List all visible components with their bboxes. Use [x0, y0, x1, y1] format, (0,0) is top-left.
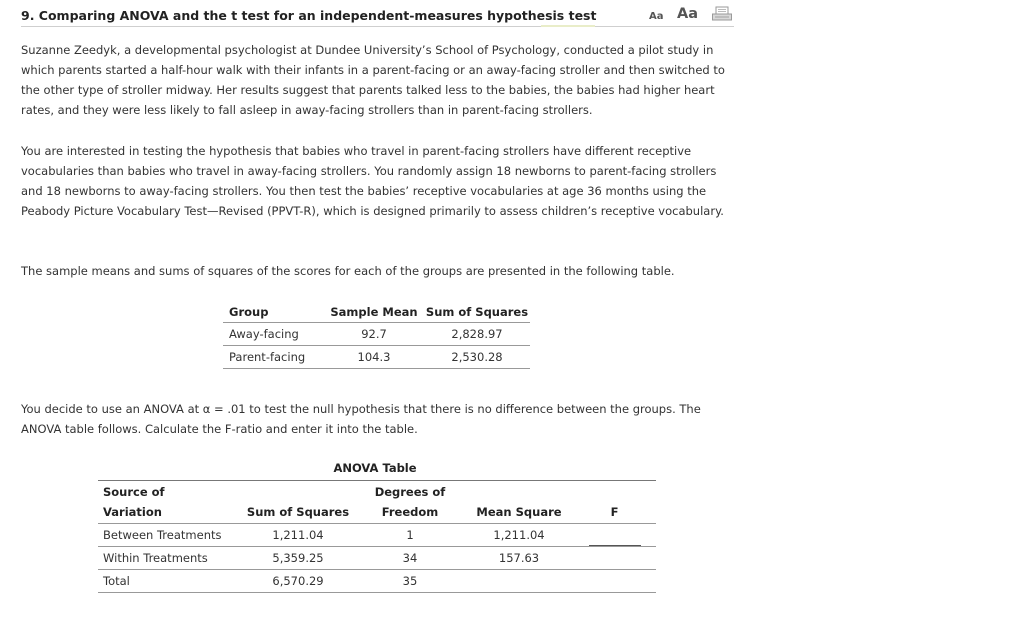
- sum-of-squares-cell: 6,570.29: [241, 570, 355, 593]
- degrees-of-freedom-cell: 35: [355, 570, 465, 593]
- source-cell: Within Treatments: [98, 547, 241, 570]
- f-cell: [573, 570, 656, 593]
- sample-mean-cell: 104.3: [324, 346, 424, 369]
- table-header-row: [223, 301, 530, 323]
- group-cell: Parent-facing: [223, 346, 324, 369]
- question-header: [21, 4, 734, 27]
- sample-means-table: [223, 301, 530, 369]
- f-ratio-input[interactable]: [589, 529, 641, 546]
- sum-of-squares-cell: 5,359.25: [241, 547, 355, 570]
- anova-table-title: ANOVA Table: [333, 461, 417, 475]
- source-header-line1: Source of: [103, 485, 165, 499]
- hypothesis-paragraph: You are interested in testing the hypothesis that babies who travel in parent-facing strollers have different receptive vocabularies than babies who travel in away-facing strollers. You randomly assign 18 newborns to parent-facing strollers and 18 newborns to away-facing strollers. You then test the babies’ receptive vocabularies at age 36 months using the Peabody Picture Vocabulary Test—Revised (PPVT-R), which is designed primarily to assess children’s receptive vocabulary.: [21, 144, 724, 218]
- source-cell: Total: [98, 570, 241, 593]
- question-title: 9. Comparing ANOVA and the t test for an independent-measures hypothesis test: [21, 8, 597, 23]
- column-header-source: [98, 481, 241, 524]
- anova-table: [98, 480, 656, 593]
- anova-instruction-paragraph: You decide to use an ANOVA at α = .01 to test the null hypothesis that there is no difference between the groups. The ANOVA table follows. Calculate the F-ratio and enter it into the table.: [21, 402, 701, 436]
- table-intro-paragraph: The sample means and sums of squares of the scores for each of the groups are presented in the following table.: [21, 264, 675, 278]
- decrease-font-button[interactable]: Aa: [649, 11, 664, 22]
- sample-mean-cell: 92.7: [324, 323, 424, 346]
- increase-font-button[interactable]: Aa: [677, 6, 699, 22]
- degrees-of-freedom-cell: 1: [355, 524, 465, 547]
- column-header-f: F: [573, 481, 656, 524]
- column-header-degrees-of-freedom: [355, 481, 465, 524]
- mean-square-cell: [465, 570, 573, 593]
- f-cell: [573, 524, 656, 547]
- intro-paragraph: Suzanne Zeedyk, a developmental psychologist at Dundee University’s School of Psychology, conducted a pilot study in which parents started a half-hour walk with their infants in a parent-facing or an away-facing stroller and then switched to the other type of stroller midway. Her results suggest that parents talked less to the babies, the babies had higher heart rates, and they were less likely to fall asleep in away-facing strollers than in parent-facing strollers.: [21, 43, 725, 117]
- f-cell: [573, 547, 656, 570]
- table-row: [98, 547, 656, 570]
- column-header-sum-of-squares: Sum of Squares: [241, 481, 355, 524]
- table-row: [98, 570, 656, 593]
- table-header-row: [98, 481, 656, 524]
- table-row: [223, 323, 530, 346]
- degrees-of-freedom-cell: 34: [355, 547, 465, 570]
- column-header-sample-mean: Sample Mean: [324, 301, 424, 323]
- source-cell: Between Treatments: [98, 524, 241, 547]
- column-header-mean-square: Mean Square: [465, 481, 573, 524]
- column-header-sum-of-squares: Sum of Squares: [424, 301, 530, 323]
- mean-square-cell: 1,211.04: [465, 524, 573, 547]
- header-accent: [541, 25, 595, 27]
- df-header-line1: Degrees of: [374, 485, 446, 499]
- sum-of-squares-cell: 2,530.28: [424, 346, 530, 369]
- group-cell: Away-facing: [223, 323, 324, 346]
- mean-square-cell: 157.63: [465, 547, 573, 570]
- table-row: [223, 346, 530, 369]
- sum-of-squares-cell: 1,211.04: [241, 524, 355, 547]
- table-row: [98, 524, 656, 547]
- print-icon[interactable]: [711, 6, 733, 22]
- source-header-line2: Variation: [103, 505, 162, 519]
- df-header-line2: Freedom: [381, 505, 439, 519]
- column-header-group: Group: [223, 301, 324, 323]
- sum-of-squares-cell: 2,828.97: [424, 323, 530, 346]
